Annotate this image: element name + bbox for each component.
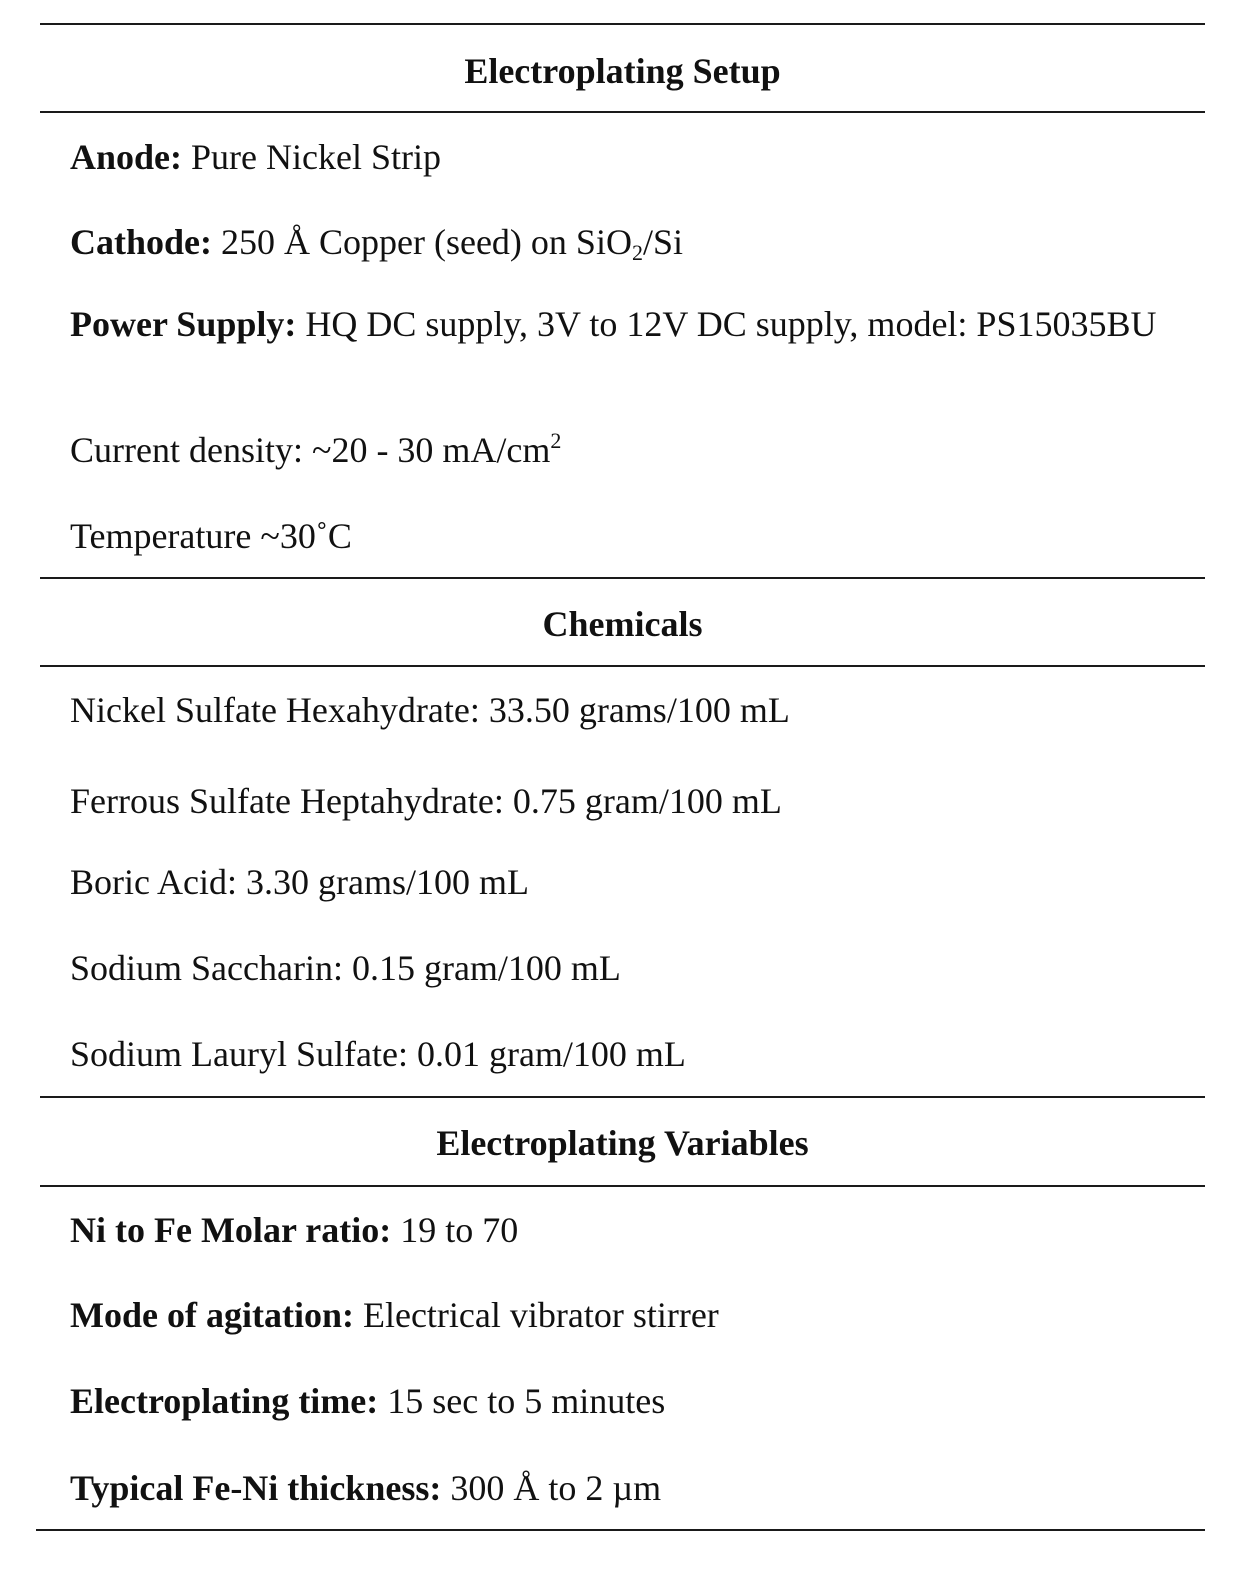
row-text: Nickel Sulfate Hexahydrate: 33.50 grams/100 mL [70,690,790,730]
row-electroplating-time [70,1381,1176,1421]
row-value: Pure Nickel Strip [191,137,441,177]
row-anode [70,137,1176,177]
row-text: Temperature ~30˚C [70,516,352,556]
row-sodium-saccharin [70,948,1176,988]
row-label: Mode of agitation: [70,1295,354,1335]
row-label: Typical Fe-Ni thickness: [70,1468,442,1508]
row-label: Anode: [70,137,183,177]
row-current-density [70,430,1176,470]
row-text: Ferrous Sulfate Heptahydrate: 0.75 gram/100 mL [70,781,782,821]
section-divider [40,1096,1205,1098]
section-divider [40,1185,1205,1187]
table-top-rule [40,23,1205,25]
row-text: Sodium Saccharin: 0.15 gram/100 mL [70,948,621,988]
row-value: Electrical vibrator stirrer [362,1295,719,1335]
row-label: Electroplating time: [70,1381,379,1421]
row-power-supply [70,302,1176,346]
row-cathode [70,222,1176,265]
row-text: Boric Acid: 3.30 grams/100 mL [70,862,529,902]
row-value-suffix: /Si [642,222,683,262]
row-value: 250 Å Copper (seed) on SiO [221,222,632,262]
row-text: Current density: ~20 - 30 mA/cm [70,430,551,470]
superscript: 2 [550,428,562,453]
row-text: Sodium Lauryl Sulfate: 0.01 gram/100 mL [70,1034,686,1074]
row-value: 15 sec to 5 minutes [387,1381,666,1421]
row-molar-ratio [70,1210,1176,1250]
row-label: Ni to Fe Molar ratio: [70,1210,392,1250]
row-value: HQ DC supply, 3V to 12V DC supply, model: PS15035BU [305,304,1157,344]
section-title-setup: Electroplating Setup [464,51,781,91]
section-title-chemicals: Chemicals [542,604,703,644]
row-value: 19 to 70 [400,1210,519,1250]
section-divider [40,577,1205,579]
row-sodium-lauryl-sulfate [70,1034,1176,1074]
row-ferrous-sulfate [70,781,1176,821]
section-divider [40,665,1205,667]
row-thickness [70,1468,1176,1508]
section-title-variables: Electroplating Variables [436,1123,809,1163]
row-label: Cathode: [70,222,212,262]
table-bottom-rule [36,1529,1205,1531]
section-divider [40,111,1205,113]
setup-table [40,0,1205,1572]
row-nickel-sulfate [70,690,1176,730]
row-boric-acid [70,862,1176,902]
subscript: 2 [631,240,643,265]
row-label: Power Supply: [70,304,297,344]
row-value: 300 Å to 2 µm [450,1468,662,1508]
row-temperature [70,516,1176,556]
row-agitation [70,1295,1176,1335]
